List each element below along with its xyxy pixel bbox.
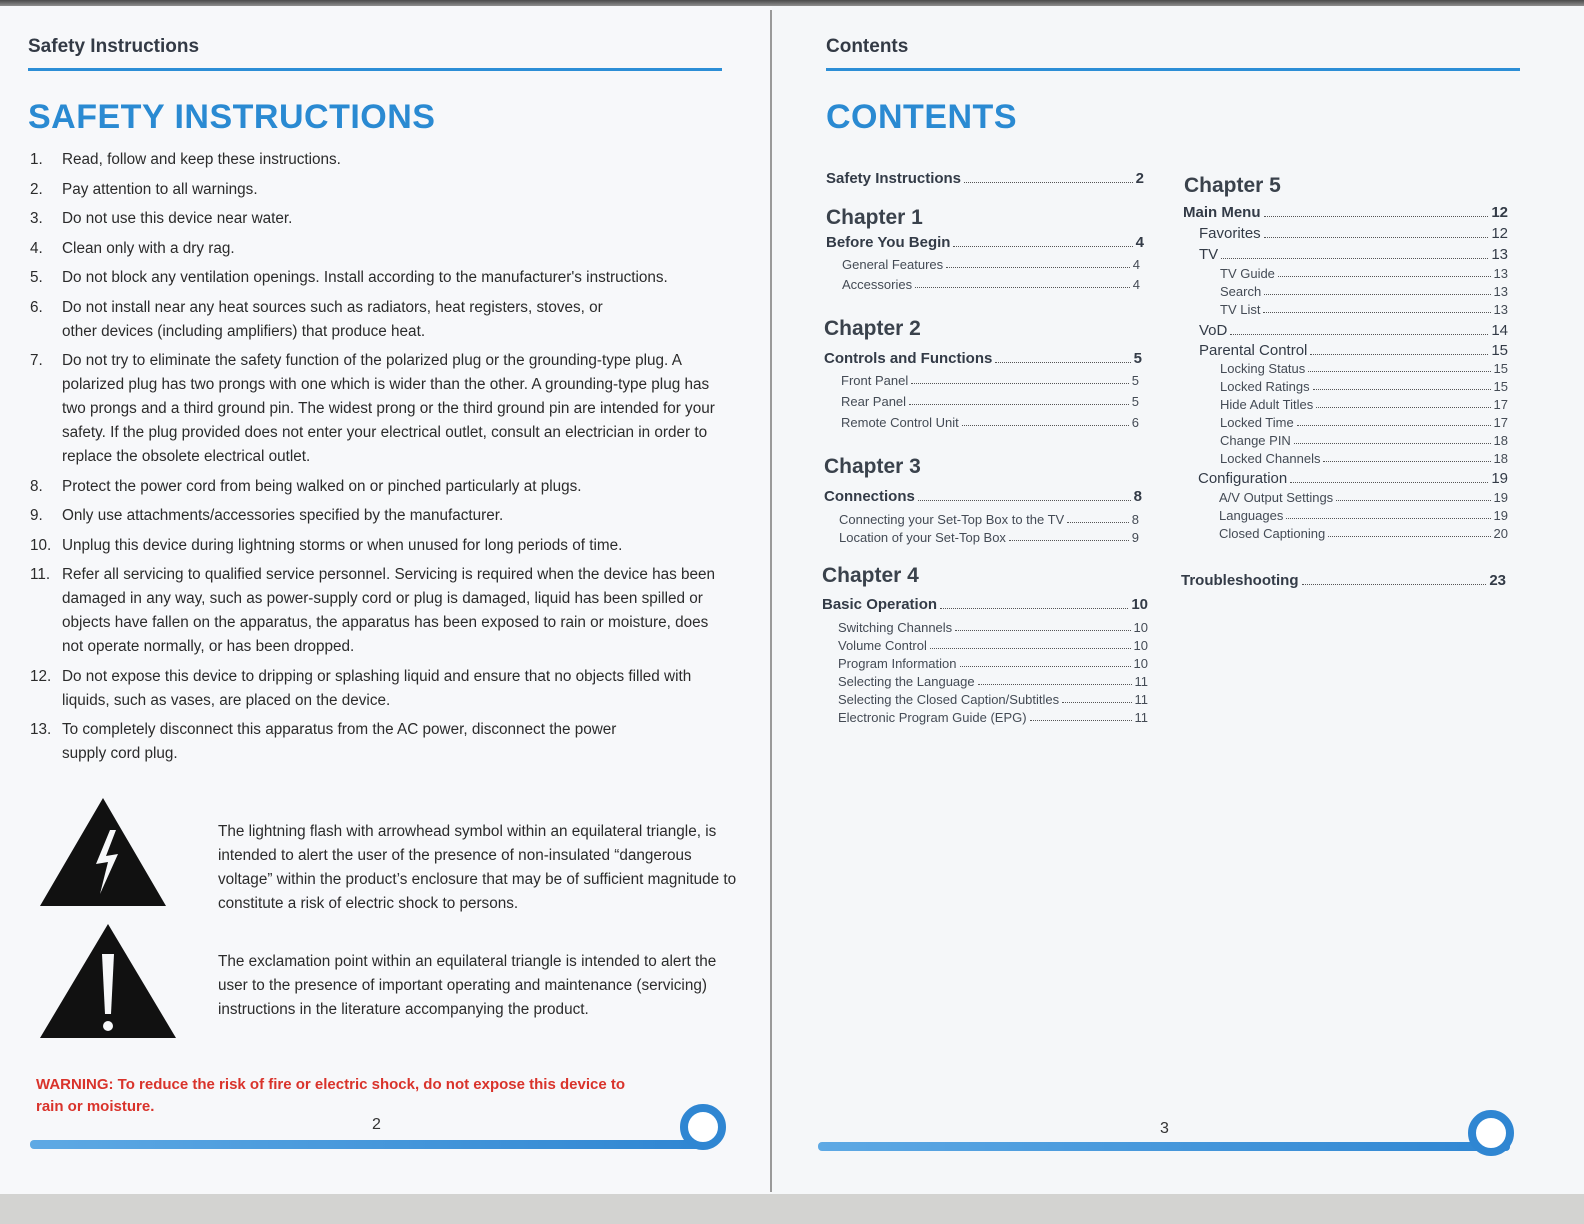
toc-entry[interactable]: Main Menu 12 (1183, 204, 1508, 221)
item-text: Clean only with a dry rag. (62, 239, 235, 257)
toc-subentry[interactable]: Locked Ratings 15 (1220, 379, 1508, 394)
item-number: 13. (30, 721, 52, 738)
item-text: Do not block any ventilation openings. Install according to the manufacturer's instructions. (62, 269, 668, 286)
safety-list (30, 148, 730, 772)
list-item (30, 207, 730, 231)
running-head: Contents (826, 36, 909, 57)
item-text: Read, follow and keep these instructions. (62, 151, 341, 168)
toc-subentry[interactable]: Languages 19 (1219, 508, 1508, 523)
toc-entry-safety[interactable]: Safety Instructions 2 (826, 170, 1144, 187)
toc-subentry[interactable]: Remote Control Unit 6 (841, 415, 1139, 430)
lightning-symbol-block (38, 796, 738, 916)
toc-subentry[interactable]: Electronic Program Guide (EPG) 11 (838, 710, 1148, 725)
item-number: 3. (30, 210, 43, 227)
footer-bar (30, 1140, 706, 1149)
running-head: Safety Instructions (28, 36, 200, 57)
item-number: 7. (30, 352, 43, 369)
exclamation-description: The exclamation point within an equilateral triangle is intended to alert the user to the presence of important operating and maintenance (servicing) instructions in the literature accompanying the product. (218, 953, 717, 1018)
item-text: Do not try to eliminate the safety function of the polarized plug or the grounding-type plug. A polarized plug has two prongs with one which is wider than the other. A grounding-type plug has two prongs and a third ground pin. The widest prong or the third ground pin are intended for your safety. If the plug provided does not enter your electrical outlet, consult an electrician in order to replace the obsolete electrical outlet. (62, 352, 715, 465)
toc-entry[interactable]: Parental Control 15 (1199, 342, 1508, 359)
list-item (30, 504, 730, 528)
page-title: SAFETY INSTRUCTIONS (28, 98, 436, 136)
toc-subentry[interactable]: General Features 4 (842, 257, 1140, 272)
list-item (30, 718, 730, 766)
item-text: Protect the power cord from being walked on or pinched particularly at plugs. (62, 477, 582, 495)
toc-subentry[interactable]: Accessories 4 (842, 277, 1140, 292)
list-item (30, 237, 730, 261)
toc-subentry[interactable]: Closed Captioning 20 (1219, 526, 1508, 541)
page-title: CONTENTS (826, 98, 1017, 136)
item-text: Pay attention to all warnings. (62, 180, 258, 198)
warning-text: WARNING: To reduce the risk of fire or electric shock, do not expose this device to rain or moisture. (36, 1076, 626, 1115)
toc-subentry[interactable]: Locking Status 15 (1220, 361, 1508, 376)
toc-subentry[interactable]: Location of your Set-Top Box 9 (839, 530, 1139, 545)
toc-subentry[interactable]: A/V Output Settings 19 (1219, 490, 1508, 505)
lightning-description: The lightning flash with arrowhead symbol within an equilateral triangle, is intended to alert the user of the presence of non-insulated “dangerous voltage” within the product’s enclosure that may be of sufficient magnitude to constitute a risk of electric shock to persons. (218, 823, 737, 912)
item-text: Unplug this device during lightning storms or when unused for long periods of time. (62, 536, 623, 554)
footer-circle-icon (680, 1104, 726, 1150)
item-text: Do not expose this device to dripping or splashing liquid and ensure that no objects filled with liquids, such as vases, are placed on the device. (62, 667, 692, 709)
list-item (30, 475, 730, 499)
safety-instructions-page (0, 6, 772, 1194)
toc-subentry[interactable]: Search 13 (1220, 284, 1508, 299)
header-rule (826, 68, 1520, 71)
chapter-title: Chapter 1 (826, 206, 923, 229)
toc-subentry[interactable]: Selecting the Closed Caption/Subtitles 11 (838, 692, 1148, 707)
toc-subentry[interactable]: Locked Time 17 (1220, 415, 1508, 430)
item-number: 11. (30, 566, 51, 583)
item-number: 5. (30, 269, 43, 286)
toc-subentry[interactable]: Hide Adult Titles 17 (1220, 397, 1508, 412)
toc-subentry[interactable]: Selecting the Language 11 (838, 674, 1148, 689)
list-item (30, 349, 730, 469)
toc-entry[interactable]: Connections 8 (824, 488, 1142, 505)
item-text: To completely disconnect this apparatus from the AC power, disconnect the power supply cord plug. (62, 721, 617, 762)
toc-subentry[interactable]: Front Panel 5 (841, 373, 1139, 388)
list-item (30, 665, 730, 713)
item-number: 2. (30, 180, 43, 198)
toc-entry[interactable]: Controls and Functions 5 (824, 350, 1142, 367)
chapter-title: Chapter 4 (822, 564, 919, 587)
list-item (30, 148, 730, 172)
chapter-title: Chapter 3 (824, 455, 921, 478)
list-item (30, 178, 730, 202)
toc-subentry[interactable]: Change PIN 18 (1220, 433, 1508, 448)
item-number: 8. (30, 477, 43, 495)
header-rule (28, 68, 722, 71)
toc-subentry[interactable]: TV List 13 (1220, 302, 1508, 317)
toc-subentry[interactable]: TV Guide 13 (1220, 266, 1508, 281)
toc-subentry[interactable]: Rear Panel 5 (841, 394, 1139, 409)
toc-entry-troubleshooting[interactable]: Troubleshooting 23 (1181, 572, 1506, 589)
footer-bar (818, 1142, 1510, 1151)
toc-entry[interactable]: Configuration 19 (1198, 470, 1508, 487)
toc-entry[interactable]: Favorites 12 (1199, 225, 1508, 242)
toc-subentry[interactable]: Program Information 10 (838, 656, 1148, 671)
toc-subentry[interactable]: Connecting your Set-Top Box to the TV 8 (839, 512, 1139, 527)
item-number: 12. (30, 667, 52, 685)
chapter-title: Chapter 2 (824, 317, 921, 340)
item-text: Refer all servicing to qualified service personnel. Servicing is required when the device has been damaged in any way, such as power-supply cord or plug is damaged, liquid has been spilled or objects have fallen on the apparatus, the apparatus has been exposed to rain or moisture, does not operate normally, or has been dropped. (62, 566, 716, 655)
list-item (30, 534, 730, 558)
toc-entry[interactable]: Basic Operation 10 (822, 596, 1148, 613)
page-number: 2 (372, 1116, 381, 1133)
toc-subentry[interactable]: Switching Channels 10 (838, 620, 1148, 635)
exclamation-warning-icon (38, 922, 178, 1040)
item-number: 9. (30, 507, 43, 524)
item-number: 4. (30, 239, 43, 257)
page-number: 3 (1160, 1120, 1169, 1137)
list-item (30, 563, 730, 659)
item-number: 1. (30, 151, 43, 168)
scan-bottom-edge (0, 1192, 1584, 1224)
chapter-title: Chapter 5 (1184, 174, 1281, 197)
list-item (30, 266, 730, 290)
toc-entry[interactable]: VoD 14 (1199, 322, 1508, 339)
item-text: Do not use this device near water. (62, 210, 293, 227)
toc-entry[interactable]: Before You Begin 4 (826, 234, 1144, 251)
item-text: Only use attachments/accessories specified by the manufacturer. (62, 507, 504, 524)
footer-circle-icon (1468, 1110, 1514, 1156)
list-item (30, 296, 730, 344)
toc-subentry[interactable]: Volume Control 10 (838, 638, 1148, 653)
contents-page (772, 6, 1584, 1194)
lightning-warning-icon (38, 796, 168, 908)
item-number: 6. (30, 298, 43, 316)
toc-subentry[interactable]: Locked Channels 18 (1220, 451, 1508, 466)
exclamation-symbol-block (38, 922, 738, 1042)
item-text: Do not install near any heat sources such as radiators, heat registers, stoves, or other devices (including amplifiers) that produce heat. (62, 298, 603, 340)
item-number: 10. (30, 536, 52, 554)
toc-entry[interactable]: TV 13 (1199, 246, 1508, 263)
